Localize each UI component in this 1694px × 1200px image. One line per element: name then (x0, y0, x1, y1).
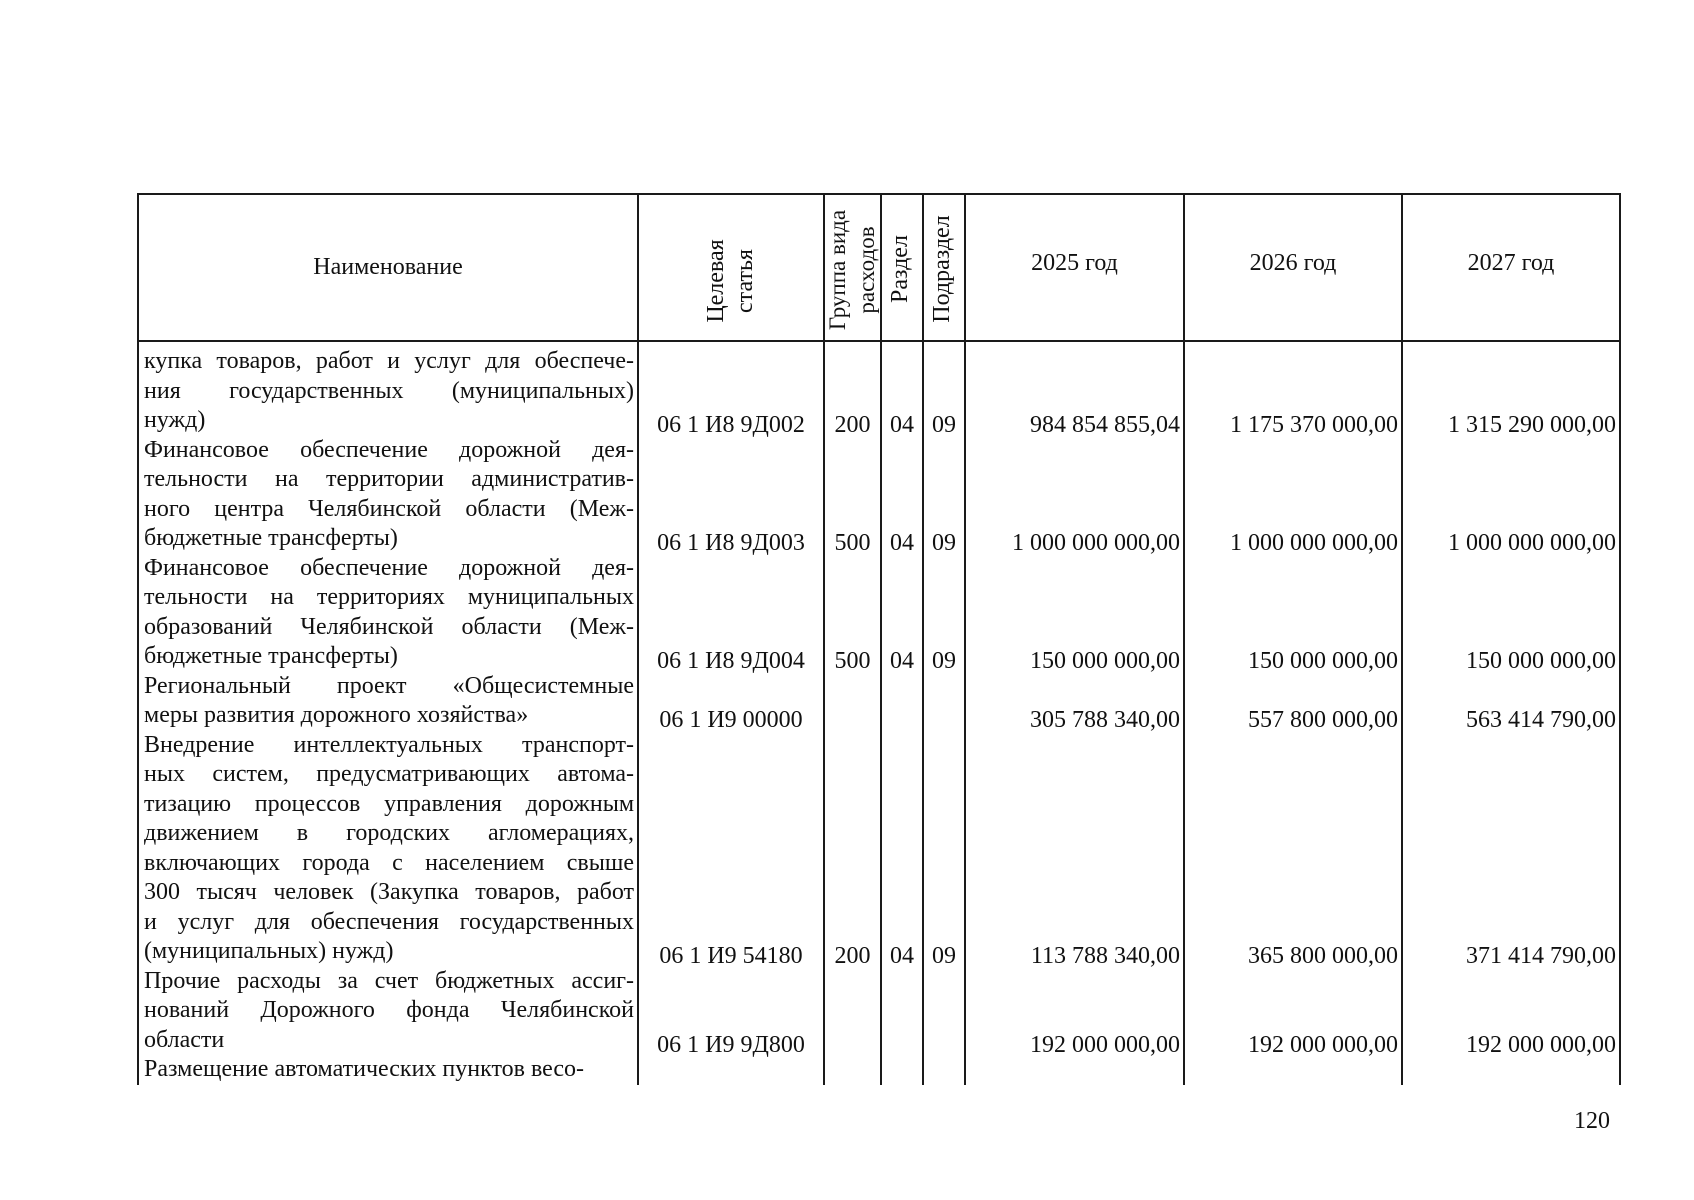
row-name-line: Прочие расходы за счет бюджетных ассиг- (144, 967, 634, 994)
header-subsection: Подраздел (929, 215, 955, 323)
row-name-line: и услуг для обеспечения государственных (144, 908, 634, 935)
row-y2025: 150 000 000,00 (1030, 648, 1180, 674)
row-name-line: области (144, 1026, 225, 1053)
row-name-line: ного центра Челябинской области (Меж- (144, 495, 634, 522)
row-group: 500 (834, 530, 871, 556)
row-y2025: 305 788 340,00 (1030, 707, 1180, 733)
row-y2026: 1 175 370 000,00 (1230, 412, 1398, 438)
row-name (144, 731, 634, 967)
col-border-left (137, 193, 139, 1085)
header-target-line1: Целевая (703, 239, 729, 323)
row-y2026: 557 800 000,00 (1248, 707, 1398, 733)
row-y2026: 1 000 000 000,00 (1230, 530, 1398, 556)
row-y2027: 371 414 790,00 (1466, 943, 1616, 969)
row-name-line: ния государственных (муниципальных) (144, 377, 634, 404)
row-name (144, 554, 634, 672)
row-name (144, 672, 634, 731)
row-subsection: 09 (932, 943, 956, 969)
row-name-line: купка товаров, работ и услуг для обеспече- (144, 348, 634, 374)
row-section: 04 (890, 648, 914, 674)
row-subsection: 09 (932, 412, 956, 438)
table-top-border (137, 193, 1621, 195)
row-y2027: 1 315 290 000,00 (1448, 412, 1616, 438)
row-name-line: (муниципальных) нужд) (144, 938, 394, 964)
row-name-line: ных систем, предусматривающих автома- (144, 761, 634, 787)
row-y2027: 563 414 790,00 (1466, 707, 1616, 733)
page-number: 120 (1574, 1108, 1610, 1134)
row-name-line: движением в городских агломерациях, (144, 820, 634, 846)
row-name-line: тельности на территории административ- (144, 466, 634, 492)
row-y2025: 1 000 000 000,00 (1012, 530, 1180, 556)
row-section: 04 (890, 530, 914, 556)
row-name-line: меры развития дорожного хозяйства» (144, 702, 529, 728)
row-name-line: Внедрение интеллектуальных транспорт- (144, 731, 634, 758)
header-group-line2: расходов (854, 226, 879, 314)
row-y2027: 1 000 000 000,00 (1448, 530, 1616, 556)
row-target: 06 1 И9 00000 (659, 707, 803, 733)
row-target: 06 1 И8 9Д004 (657, 648, 805, 674)
row-y2025: 984 854 855,04 (1030, 412, 1180, 438)
header-2027: 2027 год (1467, 250, 1555, 276)
row-name-line: бюджетные трансферты) (144, 643, 398, 669)
header-2025: 2025 год (1031, 250, 1118, 276)
row-subsection: 09 (932, 648, 956, 674)
row-name-line: включающих города с населением свыше (144, 849, 634, 876)
row-group: 200 (834, 412, 871, 438)
row-y2027: 192 000 000,00 (1466, 1031, 1616, 1058)
header-group (823, 196, 881, 344)
row-name-line: Финансовое обеспечение дорожной дея- (144, 554, 634, 581)
row-name (144, 436, 634, 554)
row-target: 06 1 И9 54180 (659, 943, 803, 969)
row-name-line: 300 тысяч человек (Закупка товаров, работ (144, 879, 634, 905)
row-y2025: 192 000 000,00 (1030, 1031, 1180, 1058)
row-name (144, 1055, 634, 1085)
row-name (144, 347, 634, 436)
header-group-line1: Группа вида (825, 209, 850, 331)
row-target: 06 1 И8 9Д003 (657, 530, 805, 556)
row-section: 04 (890, 943, 914, 969)
row-y2026: 192 000 000,00 (1248, 1031, 1398, 1058)
header-name: Наименование (313, 254, 463, 280)
row-name-line: тизацию процессов управления дорожным (144, 790, 634, 817)
row-name-line: нужд) (144, 407, 206, 433)
row-name-line: Размещение автоматических пунктов весо- (144, 1056, 585, 1082)
row-y2026: 150 000 000,00 (1248, 648, 1398, 674)
row-name-line: нований Дорожного фонда Челябинской (144, 997, 634, 1023)
header-2026: 2026 год (1249, 250, 1337, 276)
header-target-line2: статья (732, 249, 758, 313)
row-y2026: 365 800 000,00 (1248, 943, 1398, 969)
row-y2027: 150 000 000,00 (1466, 648, 1616, 674)
row-y2025: 113 788 340,00 (1030, 943, 1180, 969)
row-name-line: тельности на территориях муниципальных (144, 584, 634, 610)
row-name (144, 967, 634, 1056)
row-group: 200 (834, 943, 871, 969)
header-target (702, 206, 760, 356)
row-group: 500 (834, 648, 871, 674)
row-name-line: образований Челябинской области (Меж- (144, 613, 634, 640)
row-name-line: бюджетные трансферты) (144, 525, 398, 551)
row-subsection: 09 (932, 530, 956, 556)
row-target: 06 1 И9 9Д800 (657, 1031, 805, 1058)
header-section: Раздел (887, 235, 913, 303)
row-name-line: Региональный проект «Общесистемные (144, 672, 634, 699)
row-target: 06 1 И8 9Д002 (657, 412, 805, 438)
row-section: 04 (890, 412, 914, 438)
col-border-right (1619, 193, 1621, 1085)
row-name-line: Финансовое обеспечение дорожной дея- (144, 436, 634, 463)
